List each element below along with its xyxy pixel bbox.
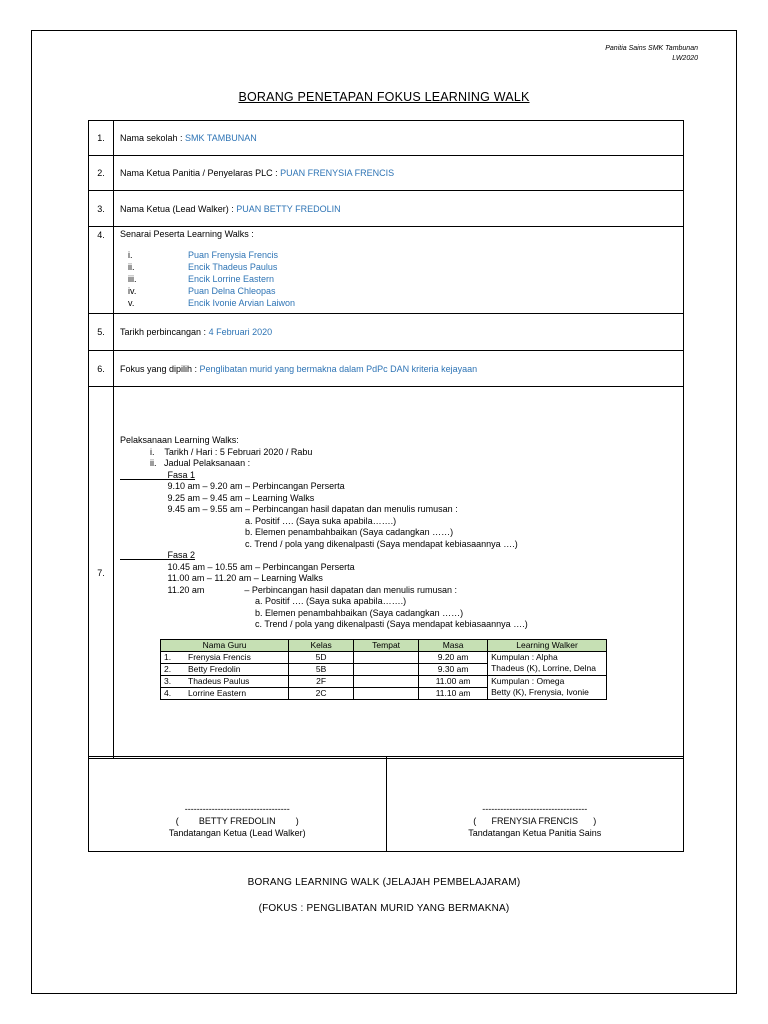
implementation-line: ii. Jadual Pelaksanaan :: [120, 458, 251, 468]
focus-label: Fokus yang dipilih :: [120, 363, 200, 374]
signature-lead-walker: [89, 757, 386, 851]
time-cell: 11.10 am: [419, 687, 488, 699]
place-cell: [354, 663, 419, 675]
paren-open: (: [175, 816, 179, 826]
walker-group-members: Betty (K), Frenysia, Ivonie: [491, 686, 589, 697]
participant-name: Puan Delna Chleopas: [188, 286, 276, 296]
paren-close: ): [593, 816, 597, 826]
paren-close: ): [295, 816, 299, 826]
row-1: [89, 121, 684, 156]
signatory-name: FRENYSIA FRENCIS: [491, 816, 578, 826]
participant-numeral: i.: [128, 250, 133, 260]
table-row: [161, 675, 607, 687]
teacher-name: Lorrine Eastern: [185, 687, 289, 699]
implementation-block: [120, 435, 677, 631]
participant-name: Encik Thadeus Paulus: [188, 262, 278, 272]
implementation-line: 9.45 am – 9.55 am – Perbincangan hasil dapatan dan menulis rumusan :: [120, 504, 458, 514]
signature-area: [88, 756, 684, 852]
place-cell: [354, 687, 419, 699]
signature-name-line: [89, 815, 386, 827]
row-no: 1.: [161, 651, 186, 663]
implementation-line: c. Trend / pola yang dikenalpasti (Saya mendapat kebiasaannya ….): [120, 538, 518, 549]
row-content: [114, 227, 684, 314]
walker-group-name: Kumpulan : Alpha: [491, 651, 558, 662]
footer-subtitle: (FOKUS : PENGLIBATAN MURID YANG BERMAKNA): [258, 903, 510, 914]
participant-numeral: iii.: [128, 274, 137, 284]
walker-group-members: Thadeus (K), Lorrine, Delna: [491, 662, 596, 673]
walker-group-cell: [488, 651, 607, 675]
row-4: [89, 227, 684, 314]
participant-name: Puan Frenysia Frencis: [188, 250, 279, 260]
col-header-nama-guru: Nama Guru: [161, 639, 289, 651]
signature-name-line: [387, 815, 684, 827]
row-number: 4.: [89, 227, 114, 314]
schedule-table: [160, 639, 607, 700]
participant-numeral: v.: [128, 298, 135, 308]
row-number: 2.: [89, 156, 114, 191]
footer-title: BORANG LEARNING WALK (JELAJAH PEMBELAJARAM): [247, 877, 521, 888]
participant-numeral: ii.: [128, 262, 135, 272]
row-no: 4.: [161, 687, 186, 699]
row-6: [89, 351, 684, 387]
implementation-line: a. Positif …. (Saya suka apabila…….): [120, 515, 397, 526]
row-content: [114, 156, 684, 191]
implementation-line: 9.10 am – 9.20 am – Perbincangan Perserta: [120, 481, 345, 491]
signature-line: -----------------------------------: [184, 804, 290, 814]
time-cell: 9.20 am: [419, 651, 488, 663]
participant-name: Encik Lorrine Eastern: [188, 274, 275, 284]
row-content: [114, 314, 684, 351]
implementation-line: i. Tarikh / Hari : 5 Februari 2020 / Rabu: [120, 446, 313, 457]
row-content: [114, 351, 684, 387]
form-title: BORANG PENETAPAN FOKUS LEARNING WALK: [238, 90, 530, 104]
signature-panel-head: [386, 757, 684, 851]
class-cell: 2C: [289, 687, 354, 699]
header-line-2: LW2020: [672, 55, 698, 62]
schedule-header-row: [161, 639, 607, 651]
implementation-line: Pelaksanaan Learning Walks:: [120, 435, 239, 445]
school-value: SMK TAMBUNAN: [185, 133, 257, 143]
discussion-date-value: 4 Februari 2020: [208, 327, 273, 337]
teacher-name: Frenysia Frencis: [185, 651, 289, 663]
signatory-role: Tandatangan Ketua Panitia Sains: [468, 828, 602, 838]
lead-walker-label: Nama Ketua (Lead Walker) :: [120, 203, 237, 214]
row-no: 3.: [161, 675, 186, 687]
implementation-line: b. Elemen penambahbaikan (Saya cadangkan ……): [120, 607, 464, 618]
row-7: [89, 387, 684, 759]
participant-item: [120, 297, 677, 309]
row-number: 3.: [89, 191, 114, 227]
time-cell: 11.00 am: [419, 675, 488, 687]
row-number: 5.: [89, 314, 114, 351]
focus-value: Penglibatan murid yang bermakna dalam PdPc DAN kriteria kejayaan: [199, 363, 478, 374]
time-cell: 9.30 am: [419, 663, 488, 675]
row-content: [114, 121, 684, 156]
participant-numeral: iv.: [128, 286, 137, 296]
phase-heading: Fasa 2: [120, 550, 196, 560]
participant-item: [120, 273, 677, 285]
implementation-line: 10.45 am – 10.55 am – Perbincangan Perserta: [120, 561, 355, 572]
school-label: Nama sekolah :: [120, 133, 186, 143]
col-header-learning-walker: Learning Walker: [488, 639, 607, 651]
row-2: [89, 156, 684, 191]
place-cell: [354, 675, 419, 687]
col-header-kelas: Kelas: [289, 639, 354, 651]
place-cell: [354, 651, 419, 663]
row-content: [114, 191, 684, 227]
row-number: 1.: [89, 121, 114, 156]
class-cell: 5B: [289, 663, 354, 675]
panel-head-label: Nama Ketua Panitia / Penyelaras PLC :: [120, 168, 281, 178]
walker-group-cell: [488, 675, 607, 699]
signatory-name: BETTY FREDOLIN: [198, 816, 276, 826]
signature-block: [387, 803, 684, 839]
participant-item: [120, 249, 677, 261]
walker-group-name: Kumpulan : Omega: [491, 675, 565, 686]
phase-heading: Fasa 1: [120, 469, 196, 480]
signature-block: [89, 803, 386, 839]
implementation-line: 11.20 am – Perbincangan hasil dapatan dan menulis rumusan :: [120, 584, 458, 595]
row-5: [89, 314, 684, 351]
col-header-masa: Masa: [419, 639, 488, 651]
participant-name: Encik Ivonie Arvian Laiwon: [188, 298, 296, 308]
implementation-line: c. Trend / pola yang dikenalpasti (Saya mendapat kebiasaannya ….): [120, 619, 528, 629]
implementation-line: 11.00 am – 11.20 am – Learning Walks: [120, 573, 323, 583]
teacher-name: Thadeus Paulus: [185, 675, 289, 687]
teacher-name: Betty Fredolin: [185, 663, 289, 675]
signature-line: -----------------------------------: [482, 804, 588, 814]
row-number: 6.: [89, 351, 114, 387]
lead-walker-value: PUAN BETTY FREDOLIN: [236, 203, 341, 214]
header-line-1: Panitia Sains SMK Tambunan: [605, 45, 698, 52]
implementation-line: 9.25 am – 9.45 am – Learning Walks: [120, 492, 315, 503]
implementation-line: a. Positif …. (Saya suka apabila…….): [120, 596, 407, 606]
panel-head-value: PUAN FRENYSIA FRENCIS: [280, 168, 395, 178]
table-row: [161, 651, 607, 663]
header-note: [605, 44, 698, 64]
row-number: 7.: [89, 387, 114, 759]
class-cell: 5D: [289, 651, 354, 663]
paren-open: (: [473, 816, 477, 826]
focus-form-table: [88, 120, 684, 759]
row-content: [114, 387, 684, 759]
class-cell: 2F: [289, 675, 354, 687]
discussion-date-label: Tarikh perbincangan :: [120, 327, 209, 337]
col-header-tempat: Tempat: [354, 639, 419, 651]
participant-item: [120, 285, 677, 297]
participants-label: Senarai Peserta Learning Walks :: [120, 229, 254, 239]
signatory-role: Tandatangan Ketua (Lead Walker): [168, 828, 306, 838]
implementation-line: b. Elemen penambahbaikan (Saya cadangkan ……): [120, 527, 454, 537]
row-3: [89, 191, 684, 227]
participant-item: [120, 261, 677, 273]
row-no: 2.: [161, 663, 186, 675]
